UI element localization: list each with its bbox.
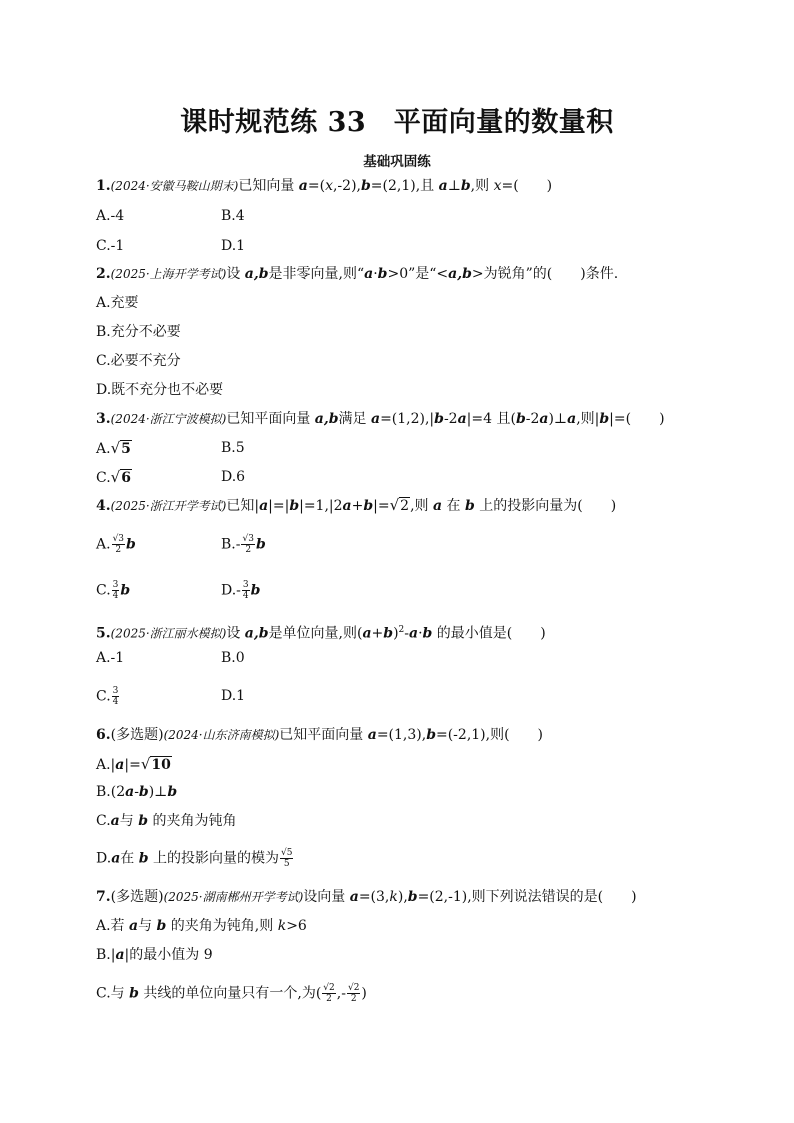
text: =( — [307, 178, 326, 194]
question-number: 7. — [96, 889, 111, 905]
vectors-ab: a,b — [244, 266, 269, 282]
vector-a: a — [125, 784, 135, 800]
question-number: 2. — [96, 266, 111, 282]
option-label: C. — [96, 688, 111, 705]
question-number: 6. — [96, 727, 111, 743]
text: =(1,2),| — [380, 411, 435, 427]
vector-a: a — [115, 757, 125, 773]
option-b: B.0 — [221, 650, 245, 666]
fraction: $\frac{√2}{2}$ — [323, 983, 335, 1004]
vector-a: a — [409, 625, 419, 642]
text: 满足 — [338, 411, 371, 427]
question-4-stem — [96, 495, 616, 516]
text: ) — [361, 985, 367, 1002]
vector-a: a — [342, 498, 352, 514]
vector-a: a — [438, 178, 448, 194]
vector-b: b — [129, 985, 139, 1002]
option-c — [96, 811, 236, 831]
text: 设向量 — [303, 889, 350, 905]
text: D. — [96, 850, 112, 867]
text: · — [418, 625, 423, 642]
text: 已知平面向量 — [226, 411, 315, 427]
vector-b: b — [426, 727, 436, 743]
question-6-stem — [96, 725, 543, 745]
vector-a: a — [362, 625, 372, 642]
text: |= — [373, 498, 390, 514]
vector-a: a — [364, 266, 374, 282]
question-number: 3. — [96, 411, 111, 427]
text: >为锐角”的( )条件. — [471, 266, 619, 282]
option-c — [96, 983, 367, 1004]
vector-b: b — [156, 918, 167, 934]
text: A.| — [96, 757, 116, 773]
question-number: 4. — [96, 498, 111, 514]
text: >0”是“< — [387, 266, 449, 282]
option-d — [96, 848, 294, 869]
var-x: x — [325, 178, 333, 194]
sqrt-expression: √6 — [110, 468, 131, 486]
text: )⊥ — [548, 411, 568, 427]
vector-b: b — [464, 498, 475, 514]
text: 共线的单位向量只有一个,为( — [138, 985, 322, 1002]
vector-b: b — [422, 625, 433, 642]
text: ) — [393, 625, 399, 642]
vector-b: b — [138, 813, 148, 829]
text: =(2,-1),则下列说法错误的是( ) — [417, 889, 637, 905]
vector-b: b — [126, 536, 136, 553]
page-title: 课时规范练 33 平面向量的数量积 — [180, 107, 614, 138]
text: A.若 — [96, 918, 130, 934]
text: 设 — [226, 266, 245, 282]
vector-b: b — [167, 784, 178, 800]
var-k: k — [389, 889, 398, 905]
sqrt-expression: √2 — [389, 496, 410, 514]
text: C.与 — [96, 985, 130, 1002]
question-3-stem — [96, 409, 665, 429]
text: ,-2), — [332, 178, 361, 194]
text: 的夹角为钝角,则 — [166, 918, 278, 934]
vector-a: a — [298, 178, 308, 194]
text: ), — [397, 889, 408, 905]
vector-a: a — [259, 498, 269, 514]
option-d: D.1 — [221, 688, 246, 704]
option-label: D.- — [221, 582, 241, 599]
text: + — [371, 625, 384, 642]
vector-b: b — [383, 625, 394, 642]
text: - — [404, 625, 409, 642]
question-source: (2025·浙江丽水模拟) — [110, 626, 227, 641]
fraction: $\frac{√3}{2}$ — [242, 534, 254, 555]
question-5-stem — [96, 620, 546, 644]
option-a: A.充要 — [96, 295, 139, 311]
question-source: (2024·山东济南模拟) — [163, 728, 280, 742]
question-7-stem — [96, 887, 637, 907]
vector-b: b — [138, 784, 149, 800]
option-c: C.-1 — [96, 238, 125, 254]
option-a — [96, 916, 307, 936]
question-source: (2024·安徽马鞍山期末) — [110, 179, 239, 193]
vectors-ab: a,b — [244, 625, 269, 642]
vector-b: b — [407, 889, 418, 905]
option-d: D.6 — [221, 469, 246, 485]
question-tag: (多选题) — [110, 889, 164, 905]
section-title: 基础巩固练 — [363, 154, 431, 170]
text: 是非零向量,则“ — [268, 266, 365, 282]
text: 设 — [226, 625, 245, 642]
option-d: D.1 — [221, 238, 246, 254]
text: ,- — [336, 985, 346, 1002]
question-number: 1. — [96, 178, 111, 194]
option-d — [221, 580, 260, 601]
text: 已知平面向量 — [279, 727, 368, 743]
exponent: 2 — [398, 625, 405, 635]
option-b — [96, 782, 177, 802]
text: B.(2 — [96, 784, 126, 800]
text: 的夹角为钝角 — [148, 813, 237, 829]
option-label: A. — [96, 441, 111, 457]
vector-b: b — [289, 498, 300, 514]
vector-b: b — [120, 582, 131, 599]
text: ,则| — [576, 411, 600, 427]
vector-a: a — [110, 813, 120, 829]
text: -2 — [525, 411, 540, 427]
text: |=( ) — [609, 411, 665, 427]
question-source: (2024·浙江宁波模拟) — [110, 412, 227, 426]
vector-b: b — [255, 536, 266, 553]
text: |的最小值为 9 — [124, 947, 213, 963]
vectors-ab: a,b — [448, 266, 472, 282]
text: 上的投影向量为( ) — [474, 498, 617, 514]
text: )⊥ — [148, 784, 168, 800]
vector-b: b — [599, 411, 610, 427]
text: ⊥ — [447, 178, 461, 194]
option-label: C. — [96, 470, 111, 486]
vector-a: a — [129, 918, 139, 934]
vector-a: a — [567, 411, 577, 427]
text: |=| — [268, 498, 290, 514]
text: 在 — [442, 498, 465, 514]
option-a — [96, 754, 172, 775]
text: 的最小值是( ) — [432, 625, 546, 642]
option-b: B.5 — [221, 440, 245, 456]
text: =(3, — [358, 889, 390, 905]
text: =(1,3), — [376, 727, 427, 743]
fraction: $\frac{3}{4}$ — [242, 580, 249, 601]
option-label: A. — [96, 536, 111, 553]
text: 在 — [120, 850, 139, 867]
text: · — [373, 266, 378, 282]
text: 是单位向量,则( — [268, 625, 363, 642]
vector-b: b — [515, 411, 526, 427]
option-a: A.-1 — [96, 650, 125, 666]
vector-a: a — [539, 411, 549, 427]
text: |=4 且( — [466, 411, 516, 427]
text: 与 — [138, 918, 157, 934]
vector-b: b — [138, 850, 149, 867]
fraction: $\frac{3}{4}$ — [112, 580, 119, 601]
vector-b: b — [434, 411, 444, 427]
text: >6 — [286, 918, 307, 934]
vector-b: b — [360, 178, 371, 194]
text: 已知| — [226, 498, 260, 514]
vector-b: b — [377, 266, 388, 282]
text: |= — [124, 757, 141, 773]
option-label: C. — [96, 582, 111, 599]
text: |=1,|2 — [299, 498, 343, 514]
vector-a: a — [433, 498, 443, 514]
question-tag: (多选题) — [110, 727, 164, 743]
text: 上的投影向量的模为 — [148, 850, 279, 867]
option-label: B.- — [221, 536, 241, 553]
var-x: x — [493, 178, 502, 194]
option-c — [96, 467, 132, 488]
text: -2 — [443, 411, 458, 427]
text: - — [134, 784, 139, 800]
text: =(2,1),且 — [370, 178, 439, 194]
vector-a: a — [457, 411, 467, 427]
option-c: C.必要不充分 — [96, 353, 181, 369]
vector-a: a — [111, 850, 121, 867]
question-1-stem — [96, 176, 552, 196]
text: =(-2,1),则( ) — [435, 727, 544, 743]
option-c — [96, 580, 130, 601]
option-c — [96, 686, 120, 707]
question-2-stem — [96, 264, 618, 284]
text: =( ) — [501, 178, 553, 194]
option-a — [96, 534, 136, 555]
text: ,则 — [470, 178, 494, 194]
text: 已知向量 — [238, 178, 299, 194]
vector-a: a — [349, 889, 359, 905]
fraction: $\frac{√3}{2}$ — [112, 534, 125, 555]
option-a — [96, 438, 132, 459]
var-k: k — [277, 918, 287, 934]
vector-b: b — [460, 178, 471, 194]
fraction: $\frac{√5}{5}$ — [280, 848, 293, 869]
vector-a: a — [370, 411, 381, 427]
question-source: (2025·湖南郴州开学考试) — [163, 890, 304, 904]
option-b: B.4 — [221, 208, 245, 224]
option-b — [96, 945, 213, 965]
question-source: (2025·上海开学考试) — [110, 267, 227, 281]
text: C. — [96, 813, 111, 829]
vectors-ab: a,b — [314, 411, 339, 427]
question-number: 5. — [96, 625, 111, 642]
option-d: D.既不充分也不必要 — [96, 382, 224, 398]
text: ,则 — [410, 498, 433, 514]
option-b: B.充分不必要 — [96, 324, 181, 340]
option-a: A.-4 — [96, 208, 125, 224]
fraction: $\frac{3}{4}$ — [112, 686, 119, 707]
vector-b: b — [363, 498, 374, 514]
vector-a: a — [367, 727, 377, 743]
sqrt-expression: √10 — [140, 755, 171, 773]
text: 与 — [119, 813, 139, 829]
fraction: $\frac{√2}{2}$ — [347, 983, 360, 1004]
text: B.| — [96, 947, 116, 963]
text: + — [351, 498, 364, 514]
vector-a: a — [115, 947, 125, 963]
sqrt-expression: √5 — [110, 439, 131, 457]
option-b — [221, 534, 266, 555]
vector-b: b — [250, 582, 261, 599]
question-source: (2025·浙江开学考试) — [110, 499, 227, 513]
